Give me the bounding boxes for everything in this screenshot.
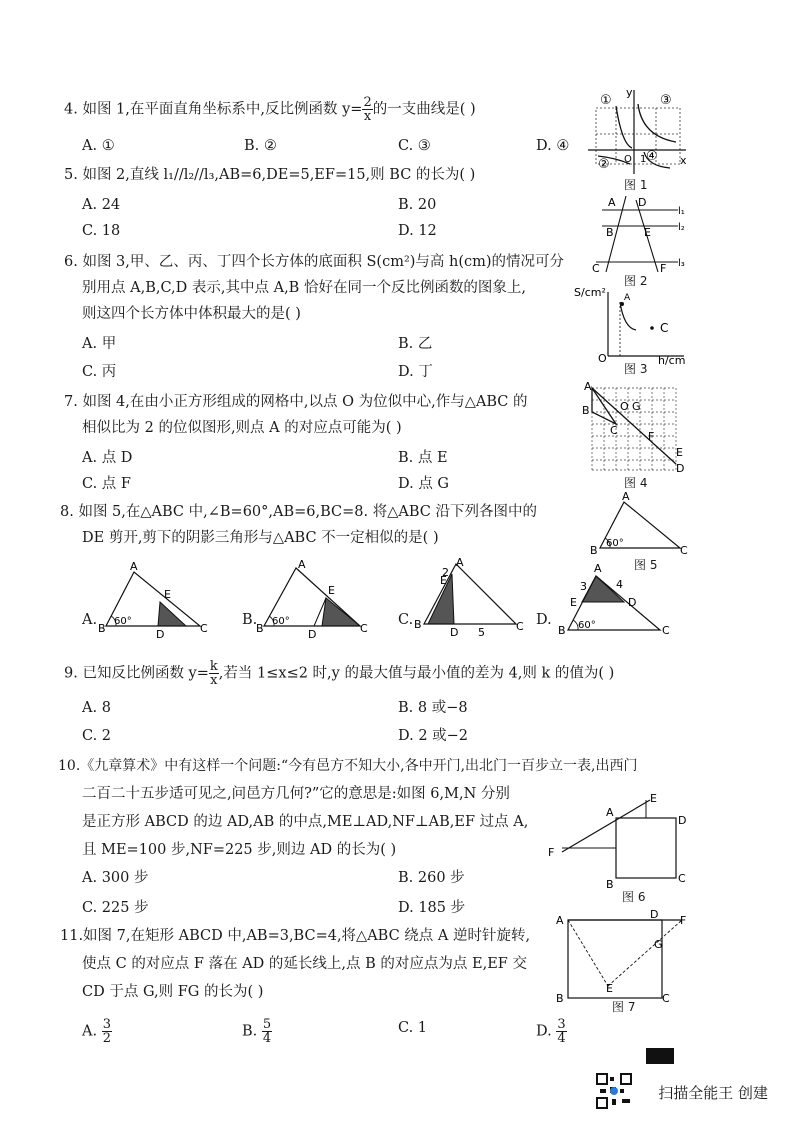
- point-d: D: [676, 462, 685, 475]
- q7-option-c: C. 点 F: [82, 476, 131, 492]
- point-e: E: [650, 792, 657, 805]
- figure-4-grid: [578, 382, 686, 476]
- q10-option-b: B. 260 步: [398, 870, 465, 886]
- point-d: D: [450, 626, 459, 639]
- point-o: O: [620, 400, 629, 413]
- point-d: D: [308, 628, 317, 641]
- x-axis-label: x: [680, 154, 687, 167]
- q8-figure-b: [256, 558, 376, 642]
- q5-option-c: C. 18: [82, 223, 121, 239]
- q9-option-c: C. 2: [82, 728, 112, 744]
- fraction: $\frac{5}{4}$: [262, 1017, 272, 1046]
- point-a: A: [624, 293, 631, 303]
- figure-6-caption: 图 6: [622, 890, 646, 904]
- point-c: C: [516, 620, 524, 633]
- q6-line-2: 别用点 A,B,C,D 表示,其中点 A,B 恰好在同一个反比例函数的图象上,: [82, 280, 527, 296]
- angle-label: 60°: [114, 616, 132, 627]
- label-1: ①: [600, 93, 612, 108]
- figure-2-caption: 图 2: [624, 274, 648, 288]
- point-a: A: [594, 562, 602, 575]
- q8-line-2: DE 剪开,剪下的阴影三角形与△ABC 不一定相似的是( ): [82, 530, 439, 546]
- angle-label: 60°: [578, 620, 596, 631]
- point-c: C: [200, 622, 208, 635]
- point-d: D: [638, 196, 647, 209]
- q7-option-b: B. 点 E: [398, 450, 448, 466]
- point-a: A: [584, 380, 592, 393]
- q11-option-b: B. $\frac{5}{4}$: [242, 1017, 272, 1046]
- point-a: A: [130, 560, 138, 573]
- q5-option-a: A. 24: [82, 197, 121, 213]
- q6-line-1: 6. 如图 3,甲、乙、丙、丁四个长方体的底面积 S(cm²)与高 h(cm)的情况可分: [64, 254, 565, 270]
- q8-option-a: A.: [82, 612, 98, 628]
- point-d: D: [156, 628, 165, 641]
- q6-line-3: 则这四个长方体中体积最大的是( ): [82, 306, 301, 322]
- q5-option-d: D. 12: [398, 223, 437, 239]
- line-l3: l₃: [678, 258, 685, 269]
- figure-4-caption: 图 4: [624, 476, 648, 490]
- point-a: A: [622, 490, 630, 503]
- label-2: ②: [598, 157, 610, 172]
- tick-1: 1: [640, 154, 647, 165]
- qr-code-icon: [596, 1073, 632, 1109]
- q10-line-4: 且 ME=100 步,NF=225 步,则边 AD 的长为( ): [82, 842, 397, 858]
- origin-label: O: [598, 352, 607, 365]
- q11-option-c: C. 1: [398, 1020, 428, 1036]
- point-c: C: [678, 872, 686, 885]
- q11-line-3: CD 于点 G,则 FG 的长为( ): [82, 984, 264, 1000]
- point-a: A: [456, 556, 464, 569]
- angle-label: 60°: [606, 538, 624, 549]
- q10-line-1: 10.《九章算术》中有这样一个问题:“今有邑方不知大小,各中开门,出北门一百步立一表,出西门: [58, 758, 638, 774]
- q6-option-b: B. 乙: [398, 336, 433, 352]
- point-a: A: [298, 558, 306, 571]
- q6-option-c: C. 丙: [82, 364, 117, 380]
- point-d: D: [678, 814, 687, 827]
- fraction: $\frac{3}{2}$: [102, 1017, 111, 1046]
- fraction: $\frac{3}{4}$: [557, 1017, 566, 1046]
- figure-2-parallel-lines: [588, 192, 688, 276]
- q11-option-a: A. $\frac{3}{2}$: [82, 1017, 111, 1046]
- q7-option-a: A. 点 D: [82, 450, 133, 466]
- q8-line-1: 8. 如图 5,在△ABC 中,∠B=60°,AB=6,BC=8. 将△ABC 沿下列各图中的: [60, 504, 537, 520]
- angle-label: 60°: [272, 616, 290, 627]
- point-c: C: [592, 262, 600, 275]
- point-f: F: [660, 262, 667, 275]
- q10-line-3: 是正方形 ABCD 的边 AD,AB 的中点,ME⊥AD,NF⊥AB,EF 过点 A,: [82, 814, 529, 830]
- point-b: B: [256, 622, 264, 635]
- length-2: 2: [442, 566, 449, 579]
- point-c: C: [662, 624, 670, 637]
- q8-figure-d: [550, 560, 690, 636]
- q11-line-1: 11.如图 7,在矩形 ABCD 中,AB=3,BC=4,将△ABC 绕点 A 逆时针旋转,: [60, 928, 531, 944]
- fraction: $\frac{k}{x}$: [209, 659, 218, 688]
- point-b: B: [590, 544, 598, 557]
- point-d: D: [628, 596, 637, 609]
- q11-option-d: D. $\frac{3}{4}$: [536, 1017, 566, 1046]
- q9-option-d: D. 2 或−2: [398, 728, 469, 744]
- point-b: B: [582, 404, 590, 417]
- point-e: E: [328, 584, 335, 597]
- point-a: A: [606, 806, 614, 819]
- point-b: B: [98, 622, 106, 635]
- q4-option-a: A. ①: [82, 138, 115, 154]
- point-e: E: [164, 588, 171, 601]
- fraction: $\frac{2}{x}$: [363, 95, 372, 124]
- q8-option-b: B.: [242, 612, 258, 628]
- y-axis-label: S/cm²: [574, 286, 606, 299]
- point-b: B: [606, 878, 614, 891]
- figure-5-caption: 图 5: [634, 558, 658, 572]
- q10-option-a: A. 300 步: [82, 870, 149, 886]
- q9-option-b: B. 8 或−8: [398, 700, 468, 716]
- q9-option-a: A. 8: [82, 700, 111, 716]
- point-d: D: [650, 908, 659, 921]
- figure-3-caption: 图 3: [624, 362, 648, 376]
- label-4: ④: [646, 149, 658, 164]
- point-b: B: [556, 992, 564, 1005]
- q4-option-c: C. ③: [398, 138, 431, 154]
- point-b: B: [414, 618, 422, 631]
- figure-7-caption: 图 7: [612, 1000, 636, 1014]
- q9-stem: 9. 已知反比例函数 y= $\frac{k}{x}$ ,若当 1≤x≤2 时,y 的最大值与最小值的差为 4,则 k 的值为( ): [64, 659, 615, 688]
- figure-3-volume-graph: [572, 282, 690, 367]
- point-f: F: [680, 914, 687, 927]
- scanner-brand: 扫描全能王 创建: [658, 1084, 768, 1102]
- q8-option-c: C.: [398, 612, 414, 628]
- q6-option-a: A. 甲: [82, 336, 117, 352]
- y-axis-label: y: [626, 86, 633, 99]
- q8-figure-a: [96, 560, 216, 642]
- point-e: E: [644, 226, 651, 239]
- point-c: C: [360, 622, 368, 635]
- q7-line-1: 7. 如图 4,在由小正方形组成的网格中,以点 O 为位似中心,作与△ABC 的: [64, 394, 528, 410]
- point-c: C: [662, 992, 670, 1005]
- point-a: A: [556, 914, 564, 927]
- point-e: E: [676, 446, 683, 459]
- q8-option-d: D.: [536, 612, 552, 628]
- point-f: F: [548, 846, 555, 859]
- origin-label: O: [624, 154, 632, 165]
- q10-option-d: D. 185 步: [398, 900, 466, 916]
- q4-option-b: B. ②: [244, 138, 277, 154]
- point-b: B: [606, 226, 614, 239]
- point-g: G: [654, 938, 663, 951]
- q5-stem: 5. 如图 2,直线 l₁//l₂//l₃,AB=6,DE=5,EF=15,则 BC 的长为( ): [64, 167, 476, 183]
- figure-5-triangle: [588, 490, 692, 560]
- q6-option-d: D. 丁: [398, 364, 433, 380]
- q8-figure-c: [412, 556, 522, 640]
- q10-line-2: 二百二十五步适可见之,问邑方几何?”它的意思是:如图 6,M,N 分别: [82, 786, 510, 802]
- point-a: A: [608, 196, 616, 209]
- point-e: E: [570, 596, 577, 609]
- figure-1-caption: 图 1: [624, 178, 648, 192]
- line-l2: l₂: [678, 222, 685, 233]
- point-c: C: [660, 321, 669, 335]
- point-f: F: [648, 430, 655, 443]
- line-l1: l₁: [678, 206, 685, 217]
- q7-option-d: D. 点 G: [398, 476, 450, 492]
- point-b: B: [558, 624, 566, 637]
- figure-1-hyperbola: [586, 86, 690, 176]
- point-c: C: [610, 424, 618, 437]
- q4-option-d: D. ④: [536, 138, 570, 154]
- q5-option-b: B. 20: [398, 197, 437, 213]
- q7-line-2: 相似比为 2 的位似图形,则点 A 的对应点可能为( ): [82, 420, 402, 436]
- point-c: C: [680, 544, 688, 557]
- x-axis-label: h/cm: [658, 354, 686, 367]
- q11-line-2: 使点 C 的对应点 F 落在 AD 的延长线上,点 B 的对应点为点 E,EF 交: [82, 956, 527, 972]
- length-5: 5: [478, 626, 485, 639]
- point-e: E: [440, 574, 447, 587]
- label-3: ③: [660, 93, 672, 108]
- figure-6-square-city: [546, 790, 692, 890]
- q10-option-c: C. 225 步: [82, 900, 149, 916]
- point-g: G: [632, 400, 641, 413]
- q4-stem: 4. 如图 1,在平面直角坐标系中,反比例函数 y= $\frac{2}{x}$ 的一支曲线是( ): [64, 95, 476, 124]
- length-4: 4: [616, 578, 623, 591]
- length-3: 3: [580, 580, 587, 593]
- point-e: E: [606, 982, 613, 995]
- redaction-block: [646, 1048, 674, 1064]
